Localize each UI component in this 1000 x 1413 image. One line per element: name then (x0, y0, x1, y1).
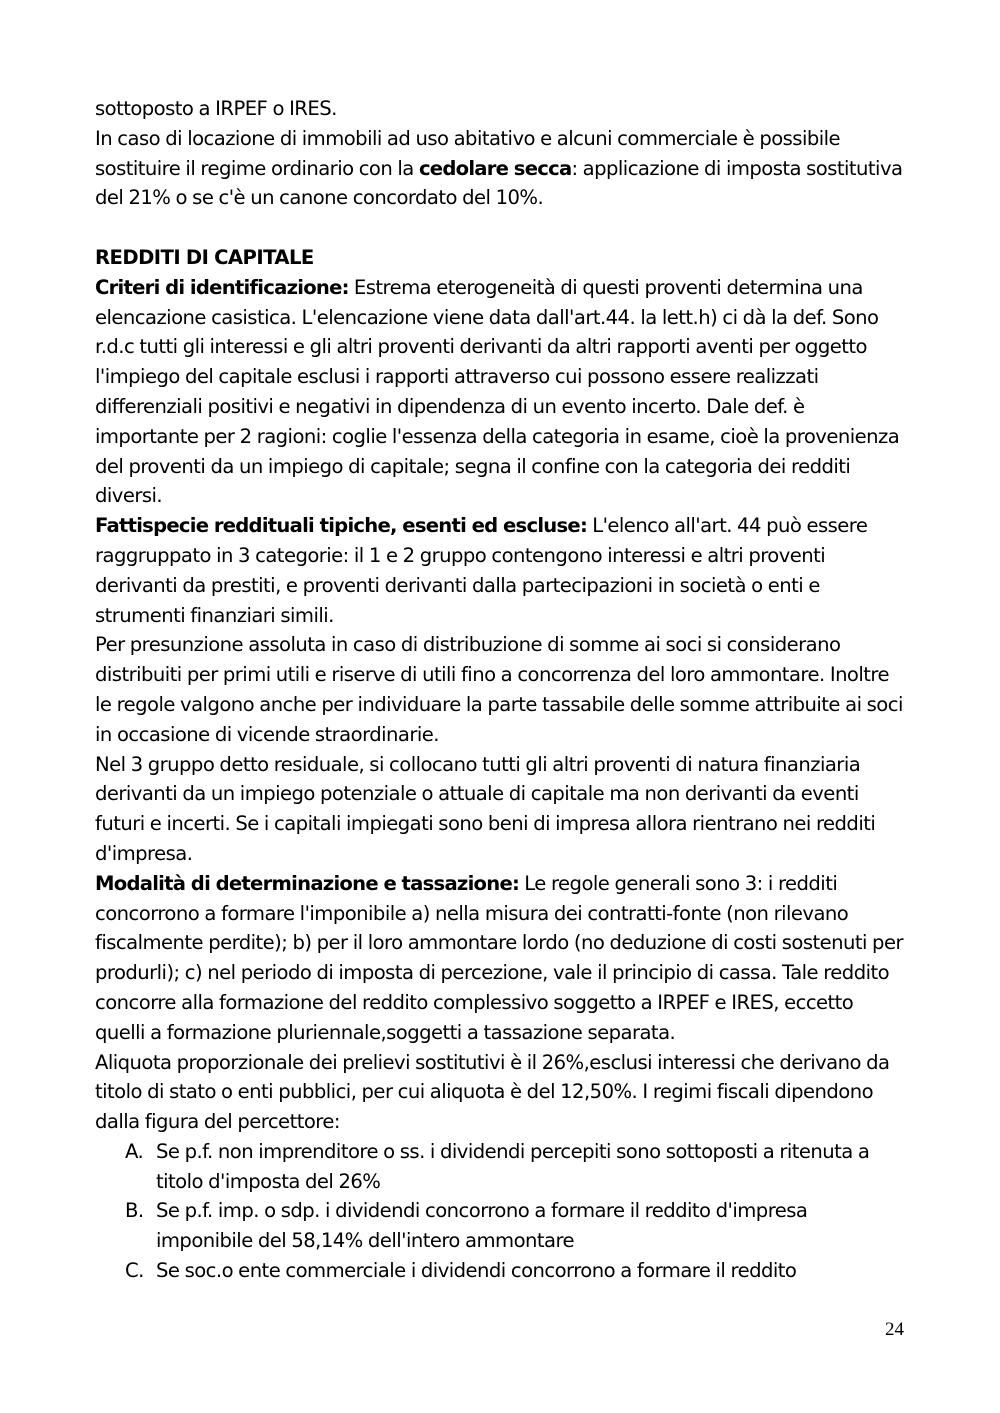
list-item-text: Se p.f. non imprenditore o ss. i dividendi percepiti sono sottoposti a ritenuta a titolo d'imposta del 26% (156, 1139, 870, 1193)
paragraph-aliquota: Aliquota proporzionale dei prelievi sostitutivi è il 26%,esclusi interessi che derivano da titolo di stato o enti pubblici, per cui aliquota è del 12,50%. I regimi fiscali dipendono dalla figura del percettore: (95, 1050, 890, 1134)
criteri-label: Criteri di identificazione: (95, 275, 349, 299)
paragraph-modalita (95, 869, 903, 1048)
list-item (95, 1137, 903, 1197)
document-page (95, 94, 903, 1286)
criteri-text: Estrema eterogeneità di questi proventi determina una elencazione casistica. L'elencazione viene data dall'art.44. la lett.h) ci dà la def. Sono r.d.c tutti gli interessi e gli altri proventi derivanti da altri rapporti aventi per oggetto l'impiego del capitale esclusi i rapporti attraverso cui possono essere realizzati differenziali positivi e negativi in dipendenza di un evento incerto. Dale def. è importante per 2 ragioni: coglie l'essenza della categoria in esame, cioè la provenienza del proventi da un impiego di capitale; segna il confine con la categoria dei redditi diversi. (95, 275, 900, 508)
percettore-list (95, 1137, 903, 1286)
cedolare-secca-term: cedolare secca (418, 156, 572, 180)
list-item (95, 1256, 903, 1286)
paragraph-presunzione: Per presunzione assoluta in caso di distribuzione di somme ai soci si considerano distribuiti per primi utili e riserve di utili fino a concorrenza del loro ammontare. Inoltre le regole valgono anche per individuare la parte tassabile delle somme attribuite ai soci in occasione di vicende straordinarie. (95, 633, 903, 746)
modalita-text: Le regole generali sono 3: i redditi concorrono a formare l'imponibile a) nella misura dei contratti-fonte (non rilevano fiscalmente perdite); b) per il loro ammontare lordo (no deduzione di costi sostenuti per produrli); c) nel periodo di imposta di percezione, vale il principio di cassa. Tale reddito concorre alla formazione del reddito complessivo soggetto a IRPEF e IRES, eccetto quelli a formazione pluriennale,soggetti a tassazione separata. (95, 871, 903, 1044)
cedolare-text-pre: In caso di locazione di immobili ad uso abitativo e alcuni commerciale è possibile sostituire il regime ordinario con la (95, 126, 841, 180)
list-item-text: Se p.f. imp. o sdp. i dividendi concorrono a formare il reddito d'impresa imponibile del 58,14% dell'intero ammontare (156, 1199, 808, 1253)
list-item-marker: B. (125, 1199, 144, 1223)
list-item (95, 1196, 903, 1256)
section-title: REDDITI DI CAPITALE (95, 245, 314, 269)
paragraph-criteri (95, 273, 903, 511)
paragraph-cedolare-secca (95, 124, 903, 213)
paragraph-intro-line1: sottoposto a IRPEF o IRES. (95, 97, 337, 120)
paragraph-spacer (95, 213, 903, 243)
fattispecie-text: L'elenco all'art. 44 può essere raggruppato in 3 categorie: il 1 e 2 gruppo contengono interessi e altri proventi derivanti da prestiti, e proventi derivanti dalla partecipazioni in società o enti e strumenti finanziari simili. (95, 514, 868, 627)
paragraph-terzo-gruppo: Nel 3 gruppo detto residuale, si collocano tutti gli altri proventi di natura finanziaria derivanti da un impiego potenziale o attuale di capitale ma non derivanti da eventi futuri e incerti. Se i capitali impiegati sono beni di impresa allora rientrano nei redditi d'impresa. (95, 752, 876, 865)
cedolare-text-post: : applicazione di imposta sostitutiva del 21% o se c'è un canone concordato del 10%. (95, 156, 903, 210)
list-item-marker: C. (125, 1259, 144, 1283)
paragraph-fattispecie (95, 511, 903, 630)
modalita-label: Modalità di determinazione e tassazione: (95, 871, 520, 895)
list-item-text: Se soc.o ente commerciale i dividendi concorrono a formare il reddito (156, 1259, 797, 1283)
page-number: 24 (885, 1319, 904, 1340)
list-item-marker: A. (125, 1139, 144, 1163)
fattispecie-label: Fattispecie reddituali tipiche, esenti ed escluse: (95, 514, 588, 538)
